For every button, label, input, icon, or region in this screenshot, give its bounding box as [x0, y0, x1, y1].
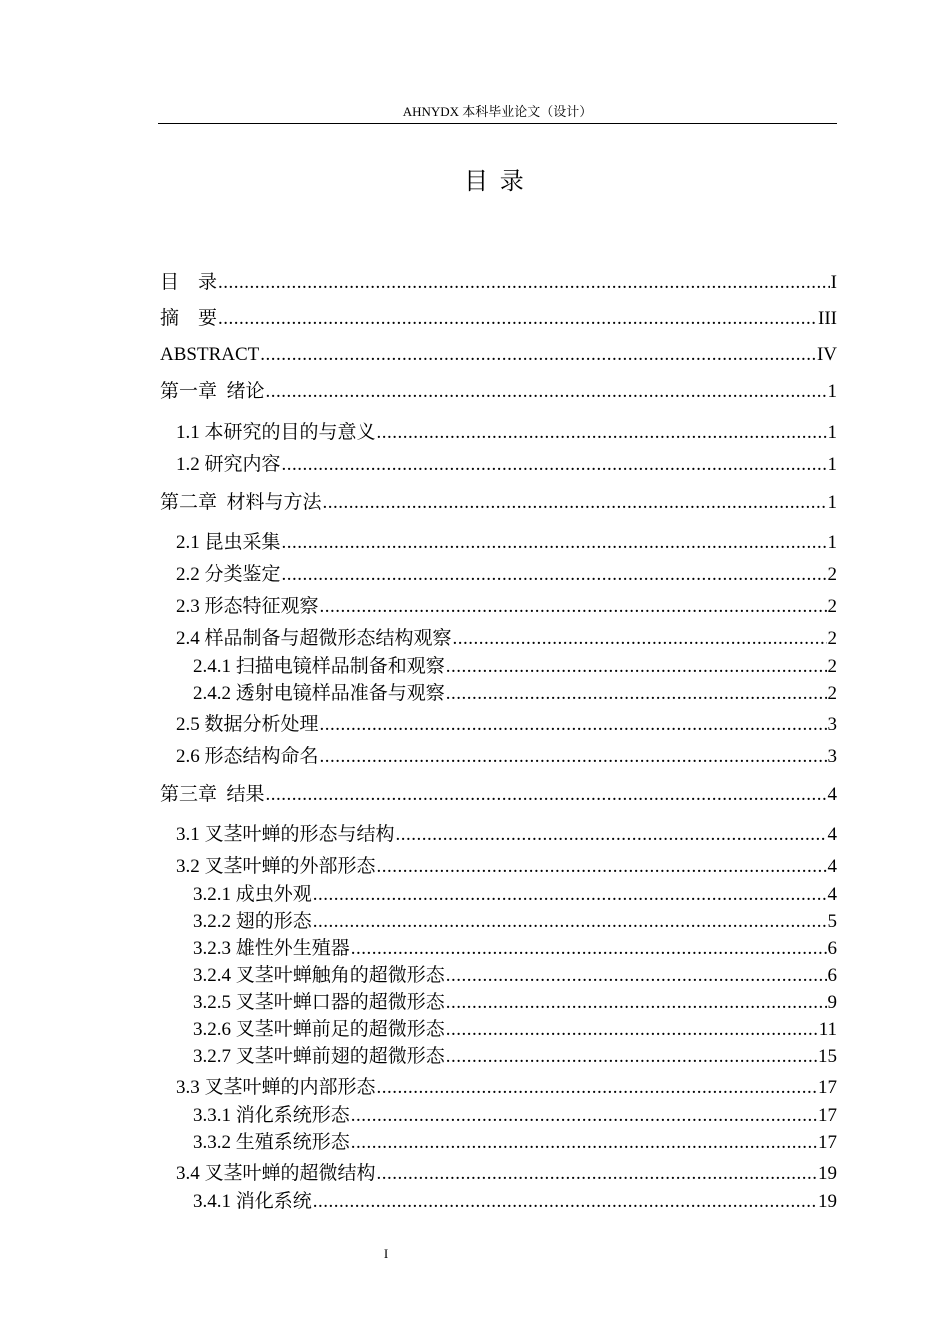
toc-leader-dots [218, 271, 830, 295]
toc-entry[interactable] [160, 380, 837, 404]
toc-entry-page: 19 [818, 1191, 837, 1212]
page-number: I [383, 1246, 389, 1261]
toc-entry-page: 1 [827, 381, 837, 402]
toc-leader-dots [377, 855, 827, 879]
toc-entry-label: 3.4 叉茎叶蝉的超微结构 [176, 1163, 376, 1184]
toc-entry-label: 3.2.4 叉茎叶蝉触角的超微形态 [193, 965, 445, 986]
toc-entry[interactable] [176, 1076, 837, 1100]
toc-leader-dots [377, 1162, 817, 1186]
toc-entry-label: 3.3.2 生殖系统形态 [193, 1132, 350, 1153]
toc-entry-page: 5 [827, 911, 837, 932]
toc-entry[interactable] [160, 343, 837, 367]
toc-entry-label: 2.2 分类鉴定 [176, 564, 281, 585]
running-header: AHNYDX 本科毕业论文（设计） [402, 104, 593, 119]
toc-leader-dots [446, 1018, 818, 1042]
toc-entry[interactable] [193, 937, 837, 961]
toc-leader-dots [218, 307, 817, 331]
toc-leader-dots [446, 682, 827, 706]
toc-entry-page: 4 [827, 884, 837, 905]
toc-leader-dots [282, 531, 827, 555]
toc-entry[interactable] [193, 1104, 837, 1128]
toc-entry-page: 17 [818, 1132, 837, 1153]
toc-entry-label: 3.2.1 成虫外观 [193, 884, 312, 905]
toc-leader-dots [282, 453, 827, 477]
toc-entry-label: 2.3 形态特征观察 [176, 596, 319, 617]
toc-leader-dots [446, 655, 827, 679]
toc-entry-label: 摘 要 [160, 308, 218, 329]
toc-entry-label: 2.4.1 扫描电镜样品制备和观察 [193, 656, 445, 677]
toc-entry-page: IV [816, 344, 837, 365]
toc-entry-label: 3.3 叉茎叶蝉的内部形态 [176, 1077, 376, 1098]
toc-entry-label: 3.4.1 消化系统 [193, 1191, 312, 1212]
toc-entry-label: 2.4 样品制备与超微形态结构观察 [176, 628, 452, 649]
toc-entry[interactable] [176, 713, 837, 737]
toc-entry-label: 3.2.7 叉茎叶蝉前翅的超微形态 [193, 1046, 445, 1067]
toc-leader-dots [320, 713, 827, 737]
toc-leader-dots [446, 964, 827, 988]
toc-entry-label: 目 录 [160, 272, 218, 293]
toc-entry-label: 第一章 绪论 [160, 381, 265, 402]
toc-entry-label: 3.2.6 叉茎叶蝉前足的超微形态 [193, 1019, 445, 1040]
toc-entry-page: 2 [827, 628, 837, 649]
toc-entry-page: I [830, 272, 837, 293]
toc-entry[interactable] [193, 655, 837, 679]
toc-leader-dots [320, 595, 827, 619]
toc-entry[interactable] [176, 855, 837, 879]
toc-entry-page: 3 [827, 714, 837, 735]
toc-entry[interactable] [176, 531, 837, 555]
toc-entry[interactable] [176, 421, 837, 445]
toc-entry-page: 6 [827, 965, 837, 986]
toc-leader-dots [320, 745, 827, 769]
toc-entry[interactable] [193, 883, 837, 907]
toc-entry-page: 4 [827, 824, 837, 845]
toc-entry-label: 第二章 材料与方法 [160, 492, 322, 513]
toc-entry-label: 3.2.2 翅的形态 [193, 911, 312, 932]
toc-entry-page: 17 [818, 1077, 837, 1098]
toc-leader-dots [446, 991, 827, 1015]
toc-entry[interactable] [176, 627, 837, 651]
toc-leader-dots [446, 1045, 817, 1069]
toc-entry[interactable] [193, 1131, 837, 1155]
toc-entry-page: 1 [827, 422, 837, 443]
toc-leader-dots [266, 380, 827, 404]
toc-entry-page: 9 [827, 992, 837, 1013]
toc-entry-label: 2.1 昆虫采集 [176, 532, 281, 553]
toc-entry[interactable] [160, 783, 837, 807]
toc-entry[interactable] [176, 1162, 837, 1186]
toc-entry[interactable] [160, 491, 837, 515]
toc-entry-label: 1.2 研究内容 [176, 454, 281, 475]
toc-entry-label: 2.4.2 透射电镜样品准备与观察 [193, 683, 445, 704]
toc-entry-label: 1.1 本研究的目的与意义 [176, 422, 376, 443]
toc-entry-label: 3.2.3 雄性外生殖器 [193, 938, 350, 959]
toc-entry-label: 第三章 结果 [160, 784, 265, 805]
toc-entry[interactable] [193, 991, 837, 1015]
toc-entry-page: 2 [827, 683, 837, 704]
toc-entry-page: 4 [827, 856, 837, 877]
toc-entry-page: 4 [827, 784, 837, 805]
toc-entry-page: 1 [827, 492, 837, 513]
toc-title: 目 录 [464, 167, 526, 195]
toc-entry-page: III [818, 308, 837, 329]
toc-entry[interactable] [176, 595, 837, 619]
toc-entry-page: 1 [827, 532, 837, 553]
toc-list [158, 0, 837, 1344]
toc-leader-dots [313, 1190, 817, 1214]
toc-entry-page: 2 [827, 564, 837, 585]
toc-entry-page: 15 [818, 1046, 837, 1067]
toc-entry-page: 3 [827, 746, 837, 767]
toc-entry-page: 2 [827, 656, 837, 677]
toc-entry[interactable] [193, 964, 837, 988]
toc-entry-label: 2.6 形态结构命名 [176, 746, 319, 767]
toc-entry[interactable] [193, 1190, 837, 1214]
toc-entry[interactable] [160, 271, 837, 295]
toc-entry-label: 3.3.1 消化系统形态 [193, 1105, 350, 1126]
toc-entry-page: 11 [818, 1019, 837, 1040]
toc-entry-page: 2 [827, 596, 837, 617]
toc-leader-dots [266, 783, 827, 807]
toc-entry-label: 2.5 数据分析处理 [176, 714, 319, 735]
toc-leader-dots [351, 1131, 817, 1155]
toc-leader-dots [282, 563, 827, 587]
toc-entry-label: ABSTRACT [160, 344, 260, 365]
toc-leader-dots [323, 491, 827, 515]
toc-leader-dots [313, 883, 827, 907]
toc-entry[interactable] [176, 453, 837, 477]
toc-entry[interactable] [176, 563, 837, 587]
toc-entry-label: 3.2.5 叉茎叶蝉口器的超微形态 [193, 992, 445, 1013]
toc-leader-dots [351, 1104, 817, 1128]
toc-entry-page: 1 [827, 454, 837, 475]
toc-entry-label: 3.1 叉茎叶蝉的形态与结构 [176, 824, 395, 845]
toc-entry[interactable] [193, 682, 837, 706]
toc-leader-dots [351, 937, 827, 961]
toc-entry[interactable] [193, 910, 837, 934]
toc-leader-dots [377, 421, 827, 445]
toc-entry-page: 17 [818, 1105, 837, 1126]
toc-leader-dots [260, 343, 816, 367]
toc-entry[interactable] [193, 1045, 837, 1069]
toc-entry[interactable] [176, 823, 837, 847]
toc-entry[interactable] [160, 307, 837, 331]
toc-entry[interactable] [176, 745, 837, 769]
toc-entry-page: 6 [827, 938, 837, 959]
toc-entry-label: 3.2 叉茎叶蝉的外部形态 [176, 856, 376, 877]
toc-leader-dots [396, 823, 827, 847]
toc-leader-dots [377, 1076, 817, 1100]
toc-leader-dots [313, 910, 827, 934]
toc-entry[interactable] [193, 1018, 837, 1042]
toc-entry-page: 19 [818, 1163, 837, 1184]
toc-leader-dots [453, 627, 827, 651]
